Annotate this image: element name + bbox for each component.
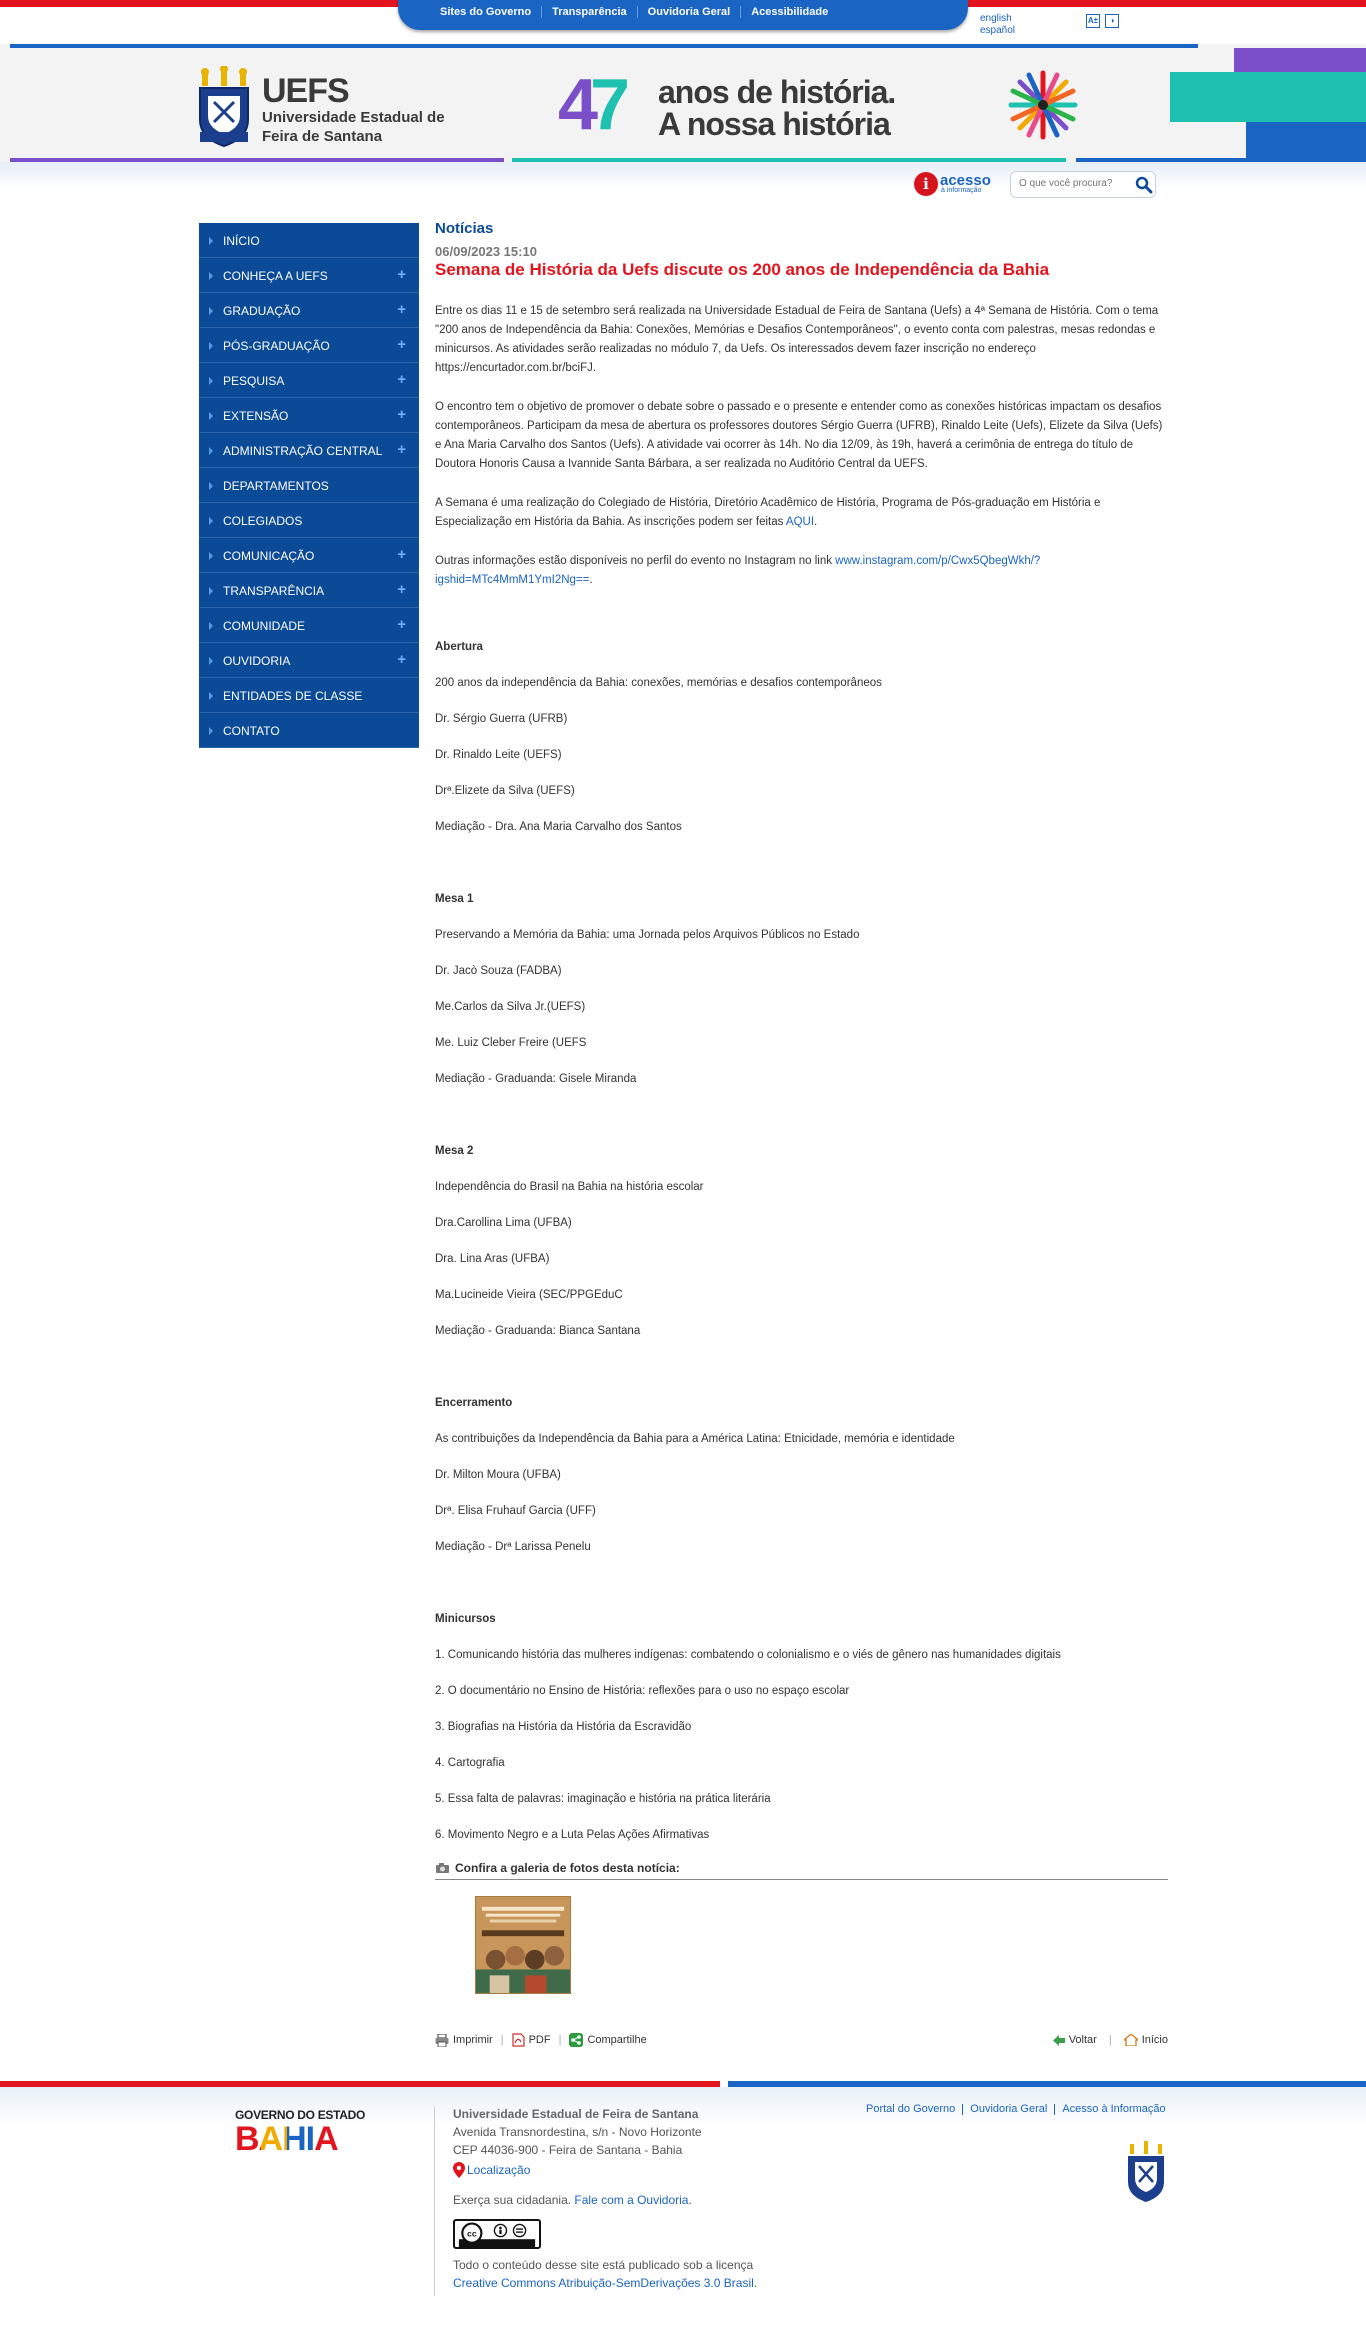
search-box xyxy=(1010,171,1156,198)
sidebar-item-pos-graduacao[interactable] xyxy=(199,328,419,363)
schedule-line: Dra. Lina Aras (UFBA) xyxy=(435,1253,550,1265)
schedule-line: Preservando a Memória da Bahia: uma Jornada pelos Arquivos Públicos no Estado xyxy=(435,929,860,941)
arrow-icon xyxy=(209,727,213,735)
gov-logo-name: BAHIA xyxy=(235,2122,365,2156)
lang-espanol[interactable]: español xyxy=(980,25,1016,36)
sidebar-item-comunicacao[interactable] xyxy=(199,538,419,573)
minicursos-heading: Minicursos xyxy=(435,1613,496,1625)
paragraph-3 xyxy=(435,494,1168,532)
contrast-icon[interactable]: ◑ xyxy=(1105,14,1119,28)
abertura-heading: Abertura xyxy=(435,641,483,653)
banner-digit-7: 7 xyxy=(590,65,623,145)
schedule-line: Drª. Elisa Fruhauf Garcia (UFF) xyxy=(435,1505,596,1517)
paragraph-1: Entre os dias 11 e 15 de setembro será realizada na Universidade Estadual de Feira de Santana (Uefs) a 4ª Semana de História. Com o tema "200 anos de Independência da Bahia: Conexões, Memórias e Desafios Contemporâneos", o evento conta com palestras, mesas redondas e minicursos. As atividades serão realizadas no módulo 7, da Uefs. Os interessados devem fazer inscrição no endereço https://encurtador.com.br/bciFJ. xyxy=(435,305,1159,374)
license-text: Todo o conteúdo desse site está publicado sob a licença xyxy=(453,2258,754,2272)
article-actions xyxy=(435,2033,1168,2047)
schedule-line: Mediação - Drª Larissa Penelu xyxy=(435,1541,591,1553)
schedule-line: Mediação - Graduanda: Gisele Miranda xyxy=(435,1073,637,1085)
expand-icon[interactable]: + xyxy=(397,301,406,318)
gov-link-acessibilidade[interactable]: Acessibilidade xyxy=(751,6,829,18)
pdf-icon xyxy=(512,2033,525,2047)
uefs-footer-crest-icon[interactable] xyxy=(1126,2140,1166,2206)
acesso-subtitle: à informação xyxy=(941,186,982,194)
arrow-icon xyxy=(209,237,213,245)
schedule-line: Drª.Elizete da Silva (UEFS) xyxy=(435,785,575,797)
brand-name[interactable]: UEFS xyxy=(262,72,349,110)
arrow-icon xyxy=(209,377,213,385)
paragraph-4-end: . xyxy=(589,574,593,586)
footer-info xyxy=(453,2105,757,2292)
share-label: Compartilhe xyxy=(587,2034,647,2046)
sidebar-item-conheca[interactable] xyxy=(199,258,419,293)
gov-link-ouvidoria[interactable]: Ouvidoria Geral xyxy=(638,6,742,18)
ouvidoria-link[interactable]: Fale com a Ouvidoria xyxy=(574,2193,689,2207)
top-red-stripe-right xyxy=(960,0,1366,7)
mesa1-heading: Mesa 1 xyxy=(435,893,474,905)
expand-icon[interactable]: + xyxy=(397,651,406,668)
schedule-line: Mediação - Dra. Ana Maria Carvalho dos Santos xyxy=(435,821,682,833)
footer-link-portal[interactable]: Portal do Governo xyxy=(866,2104,963,2115)
sidebar-item-label: CONHEÇA A UEFS xyxy=(223,269,328,283)
acesso-title: acesso xyxy=(940,171,991,189)
gallery-heading-text: Confira a galeria de fotos desta notícia: xyxy=(455,1861,680,1875)
sidebar-item-label: PÓS-GRADUAÇÃO xyxy=(223,339,330,353)
share-button[interactable] xyxy=(569,2033,646,2047)
inscricao-link[interactable]: AQUI xyxy=(785,516,815,528)
header-gradient xyxy=(0,162,1366,190)
share-icon xyxy=(569,2033,583,2047)
footer-univ-name: Universidade Estadual de Feira de Santana xyxy=(453,2107,699,2121)
schedule-line: Dr. Jacò Souza (FADBA) xyxy=(435,965,562,977)
sidebar-item-inicio[interactable] xyxy=(199,223,419,258)
sidebar-item-label: INÍCIO xyxy=(223,234,260,248)
section-title: Notícias xyxy=(435,220,494,237)
gov-logo-top: GOVERNO DO ESTADO xyxy=(235,2108,366,2122)
governo-bahia-logo[interactable] xyxy=(235,2108,365,2156)
minicurso-item: 5. Essa falta de palavras: imaginação e história na prática literária xyxy=(435,1793,771,1805)
arrow-icon xyxy=(209,412,213,420)
header-top-line xyxy=(10,44,1198,48)
back-button[interactable] xyxy=(1053,2034,1097,2046)
gov-link-transparencia[interactable]: Transparência xyxy=(542,6,638,18)
footer-address-1: Avenida Transnordestina, s/n - Novo Horizonte xyxy=(453,2125,702,2139)
arrow-icon xyxy=(209,692,213,700)
schedule-line: As contribuições da Independência da Bahia para a América Latina: Etnicidade, memória e identidade xyxy=(435,1433,955,1445)
minicurso-item: 2. O documentário no Ensino de História: reflexões para o uso no espaço escolar xyxy=(435,1685,850,1697)
footer-links xyxy=(866,2104,1173,2115)
expand-icon[interactable]: + xyxy=(397,441,406,458)
banner-number xyxy=(558,65,623,145)
map-pin-icon xyxy=(453,2162,465,2178)
sidebar-item-ouvidoria[interactable] xyxy=(199,643,419,678)
schedule-line: Dr. Milton Moura (UFBA) xyxy=(435,1469,561,1481)
minicurso-item: 4. Cartografia xyxy=(435,1757,505,1769)
expand-icon[interactable]: + xyxy=(397,371,406,388)
starburst-icon xyxy=(1008,70,1078,140)
home-button[interactable] xyxy=(1124,2034,1168,2046)
expand-icon[interactable]: + xyxy=(397,616,406,633)
schedule-line: Me. Luiz Cleber Freire (UEFS xyxy=(435,1037,587,1049)
expand-icon[interactable]: + xyxy=(397,581,406,598)
language-switcher xyxy=(980,13,1015,37)
sidebar-item-label: ENTIDADES DE CLASSE xyxy=(223,689,363,703)
sidebar-item-label: COMUNIDADE xyxy=(223,619,306,633)
sidebar-item-colegiados[interactable] xyxy=(199,503,419,538)
sidebar-item-label: ADMINISTRAÇÃO CENTRAL xyxy=(223,444,383,458)
svg-text:cc: cc xyxy=(467,2228,477,2239)
schedule-line: Dr. Rinaldo Leite (UEFS) xyxy=(435,749,562,761)
footer-citizenship xyxy=(453,2191,757,2209)
schedule-line: Independência do Brasil na Bahia na história escolar xyxy=(435,1181,704,1193)
article-title: Semana de História da Uefs discute os 200 anos de Independência da Bahia xyxy=(435,260,1050,279)
expand-icon[interactable]: + xyxy=(397,336,406,353)
sidebar-item-label: GRADUAÇÃO xyxy=(223,304,301,318)
sidebar-item-departamentos[interactable] xyxy=(199,468,419,503)
back-arrow-icon xyxy=(1053,2035,1065,2046)
separator: | xyxy=(1108,2034,1112,2046)
search-input[interactable] xyxy=(1019,178,1129,189)
location-label: Localização xyxy=(467,2163,531,2177)
gallery-thumbnail[interactable] xyxy=(475,1896,571,1994)
accessibility-tools xyxy=(1086,14,1119,28)
sidebar-item-label: COMUNICAÇÃO xyxy=(223,549,315,563)
banner-line-2: A nossa história xyxy=(658,106,890,142)
sidebar-item-extensao[interactable] xyxy=(199,398,419,433)
arrow-icon xyxy=(209,482,213,490)
home-icon xyxy=(1124,2034,1138,2046)
sidebar-item-transparencia[interactable] xyxy=(199,573,419,608)
sidebar-nav xyxy=(199,223,419,748)
minicurso-item: 3. Biografias na História da História da Escravidão xyxy=(435,1721,692,1733)
sidebar-item-contato[interactable] xyxy=(199,713,419,748)
footer-link-ouvidoria[interactable]: Ouvidoria Geral xyxy=(963,2104,1055,2115)
minicurso-item: 1. Comunicando história das mulheres indígenas: combatendo o colonialismo e o viés de gênero nas humanidades digitais xyxy=(435,1649,1061,1661)
instagram-link[interactable]: www.instagram.com/p/Cwx5QbegWkh/?igshid=MTc4MmM1YmI2Ng== xyxy=(435,555,1041,586)
schedule-line: Dra.Carollina Lima (UFBA) xyxy=(435,1217,572,1229)
paragraph-4 xyxy=(435,552,1168,590)
sidebar-item-label: TRANSPARÊNCIA xyxy=(223,584,325,598)
arrow-icon xyxy=(209,622,213,630)
pdf-button[interactable] xyxy=(512,2033,551,2047)
arrow-icon xyxy=(209,272,213,280)
gallery-heading xyxy=(435,1861,1168,1880)
sidebar-item-administracao[interactable] xyxy=(199,433,419,468)
banner-line-1: anos de história. xyxy=(658,74,896,110)
lang-english[interactable]: english xyxy=(980,13,1012,24)
footer-divider xyxy=(434,2106,435,2296)
separator: | xyxy=(500,2034,504,2046)
mesa2-heading: Mesa 2 xyxy=(435,1145,474,1157)
sidebar-item-label: OUVIDORIA xyxy=(223,654,291,668)
arrow-icon xyxy=(209,657,213,665)
sidebar-item-label: DEPARTAMENTOS xyxy=(223,479,329,493)
paragraph-3-end: . xyxy=(814,516,818,528)
banner-digit-4: 4 xyxy=(558,65,591,145)
footer-address-2: CEP 44036-900 - Feira de Santana - Bahia xyxy=(453,2143,683,2157)
uefs-crest-icon[interactable] xyxy=(196,66,252,148)
sidebar-item-entidades[interactable] xyxy=(199,678,419,713)
arrow-icon xyxy=(209,447,213,455)
print-button[interactable] xyxy=(435,2034,493,2047)
home-label: Início xyxy=(1141,2034,1168,2046)
banner-text xyxy=(658,76,895,140)
separator: | xyxy=(558,2034,562,2046)
top-red-stripe xyxy=(0,0,400,7)
paragraph-4-text: Outras informações estão disponíveis no perfil do evento no Instagram no link xyxy=(435,555,836,567)
sidebar-item-label: COLEGIADOS xyxy=(223,514,303,528)
article xyxy=(435,220,1168,2047)
decor-teal-block xyxy=(1170,72,1366,122)
schedule-line: Dr. Sérgio Guerra (UFRB) xyxy=(435,713,568,725)
encerramento-heading: Encerramento xyxy=(435,1397,513,1409)
schedule-line: 200 anos da independência da Bahia: conexões, memórias e desafios contemporâneos xyxy=(435,677,882,689)
brand-subtitle: Universidade Estadual de Feira de Santana xyxy=(262,109,445,145)
acesso-informacao-logo[interactable] xyxy=(914,172,991,196)
citizenship-text: Exerça sua cidadania. xyxy=(453,2193,575,2207)
gov-link-sites[interactable]: Sites do Governo xyxy=(430,6,542,18)
printer-icon xyxy=(435,2034,449,2047)
pdf-label: PDF xyxy=(528,2034,551,2046)
camera-icon xyxy=(435,1862,450,1874)
location-link[interactable] xyxy=(453,2161,757,2179)
expand-icon[interactable]: + xyxy=(397,406,406,423)
arrow-icon xyxy=(209,517,213,525)
license-line xyxy=(453,2274,757,2292)
back-label: Voltar xyxy=(1068,2034,1097,2046)
schedule-line: Mediação - Graduanda: Bianca Santana xyxy=(435,1325,641,1337)
creative-commons-icon[interactable] xyxy=(453,2219,541,2249)
article-date: 06/09/2023 15:10 xyxy=(435,244,537,259)
citizenship-end: . xyxy=(688,2193,692,2207)
sidebar-item-comunidade[interactable] xyxy=(199,608,419,643)
sidebar-item-label: PESQUISA xyxy=(223,374,285,388)
sidebar-item-label: EXTENSÃO xyxy=(223,409,289,423)
schedule-line: Me.Carlos da Silva Jr.(UEFS) xyxy=(435,1001,586,1013)
minicurso-item: 6. Movimento Negro e a Luta Pelas Ações Afirmativas xyxy=(435,1829,710,1841)
license-end: . xyxy=(753,2276,758,2290)
search-icon[interactable] xyxy=(1135,176,1153,194)
gov-links xyxy=(430,6,838,18)
arrow-icon xyxy=(209,342,213,350)
expand-icon[interactable]: + xyxy=(397,546,406,563)
paragraph-2: O encontro tem o objetivo de promover o debate sobre o passado e o presente e entender como as conexões históricas impactam os desafios contemporâneos. Participam da mesa de abertura os professores doutores Sérgio Guerra (UFRB), Rinaldo Leite (Uefs), Elizete da Silva (Uefs) e Ana Maria Carvalho dos Santos (Uefs). A atividade vai ocorrer às 14h. No dia 12/09, às 19h, haverá a cerimônia de entrega do título de Doutora Honoris Causa a Ivannide Santa Bárbara, a ser realizada no Auditório Central da UEFS. xyxy=(435,401,1163,470)
sidebar-item-graduacao[interactable] xyxy=(199,293,419,328)
decor-blue-block xyxy=(1246,122,1366,160)
arrow-icon xyxy=(209,552,213,560)
schedule-line: Ma.Lucineide Vieira (SEC/PPGEduC xyxy=(435,1289,623,1301)
arrow-icon xyxy=(209,587,213,595)
print-label: Imprimir xyxy=(453,2034,493,2046)
expand-icon[interactable]: + xyxy=(397,266,406,283)
footer-link-acesso[interactable]: Acesso à Informação xyxy=(1062,2103,1166,2115)
article-nav xyxy=(1053,2034,1168,2046)
arrow-icon xyxy=(209,307,213,315)
license-link[interactable]: Creative Commons Atribuição-SemDerivações 3.0 Brasil xyxy=(453,2276,754,2290)
sidebar-item-pesquisa[interactable] xyxy=(199,363,419,398)
sidebar-item-label: CONTATO xyxy=(223,724,280,738)
font-size-icon[interactable]: A± xyxy=(1086,14,1100,28)
info-icon: i xyxy=(914,172,938,196)
paragraph-3-text: A Semana é uma realização do Colegiado de História, Diretório Acadêmico de História, Programa de Pós-graduação em História e Especialização em História da Bahia. As inscrições podem ser feitas xyxy=(435,497,1101,528)
